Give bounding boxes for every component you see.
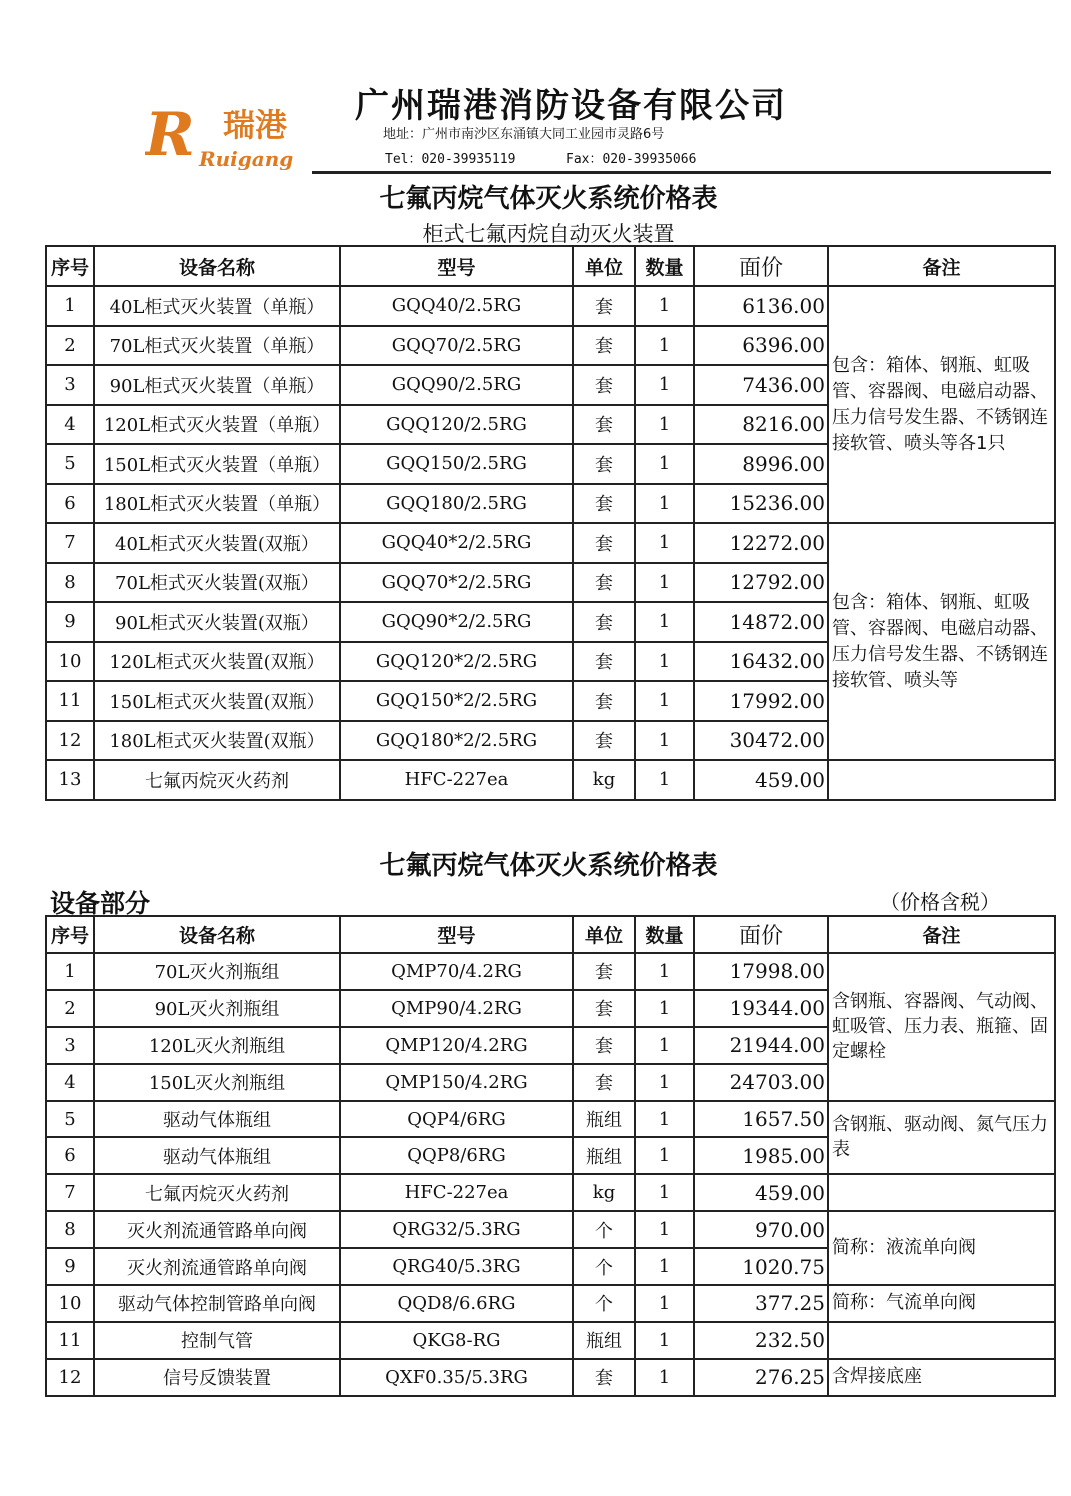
cell-name: 90L柜式灭火装置（单瓶） (94, 365, 340, 405)
table-row (46, 953, 1055, 990)
cell-qty: 1 (635, 721, 694, 761)
cell-no: 9 (46, 1248, 94, 1285)
cell-price: 8996.00 (694, 444, 828, 484)
cell-unit: 套 (573, 1027, 635, 1064)
cell-unit: 套 (573, 484, 635, 524)
cell-unit: 套 (573, 953, 635, 990)
col-header-price: 面价 (694, 916, 828, 953)
cell-name: 40L柜式灭火装置(双瓶） (94, 523, 340, 563)
cell-name: 70L柜式灭火装置(双瓶） (94, 563, 340, 603)
cell-name: 驱动气体控制管路单向阀 (94, 1285, 340, 1322)
logo-brand: Ruigang (199, 147, 294, 170)
cell-name: 150L柜式灭火装置(双瓶） (94, 681, 340, 721)
cell-model: GQQ40*2/2.5RG (340, 523, 573, 563)
cell-name: 40L柜式灭火装置（单瓶） (94, 286, 340, 326)
cell-model: GQQ180/2.5RG (340, 484, 573, 524)
cell-price: 14872.00 (694, 602, 828, 642)
cell-model: QRG32/5.3RG (340, 1211, 573, 1248)
cell-unit: 套 (573, 681, 635, 721)
cell-no: 4 (46, 1064, 94, 1101)
price-table-title-2: 七氟丙烷气体灭火系统价格表 (379, 851, 718, 881)
cell-qty: 1 (635, 760, 694, 800)
table-row (46, 1359, 1055, 1396)
cell-unit: 套 (573, 405, 635, 445)
cell-no: 11 (46, 681, 94, 721)
cell-name: 七氟丙烷灭火药剂 (94, 760, 340, 800)
table-header-row (46, 916, 1055, 953)
cell-model: GQQ90/2.5RG (340, 365, 573, 405)
cell-qty: 1 (635, 484, 694, 524)
cell-note: 包含：箱体、钢瓶、虹吸管、容器阀、电磁启动器、压力信号发生器、不锈钢连接软管、喷头等 (828, 523, 1055, 760)
cell-model: GQQ150/2.5RG (340, 444, 573, 484)
table-row (46, 1211, 1055, 1248)
cell-note: 含钢瓶、容器阀、气动阀、虹吸管、压力表、瓶箍、固定螺栓 (828, 953, 1055, 1101)
cell-price: 1020.75 (694, 1248, 828, 1285)
cell-unit: 套 (573, 523, 635, 563)
cell-model: QQP4/6RG (340, 1101, 573, 1138)
cell-no: 12 (46, 1359, 94, 1396)
cell-qty: 1 (635, 405, 694, 445)
col-header-no: 序号 (46, 246, 94, 286)
col-header-unit: 单位 (573, 246, 635, 286)
cell-price: 16432.00 (694, 642, 828, 682)
cell-price: 17998.00 (694, 953, 828, 990)
cell-note: 简称：气流单向阀 (828, 1285, 1055, 1322)
logo-r-mark: R (145, 100, 195, 170)
cell-unit: 瓶组 (573, 1322, 635, 1359)
cell-note: 含焊接底座 (828, 1359, 1055, 1396)
col-header-no: 序号 (46, 916, 94, 953)
cell-price: 6136.00 (694, 286, 828, 326)
tax-note: （价格含税） (880, 890, 1000, 914)
cell-name: 120L灭火剂瓶组 (94, 1027, 340, 1064)
cell-model: QMP120/4.2RG (340, 1027, 573, 1064)
cell-qty: 1 (635, 1322, 694, 1359)
company-tel: Tel：020-39935119 (385, 152, 516, 167)
cell-no: 6 (46, 484, 94, 524)
cell-price: 30472.00 (694, 721, 828, 761)
cell-no: 13 (46, 760, 94, 800)
cell-no: 5 (46, 1101, 94, 1138)
cell-name: 120L柜式灭火装置（单瓶） (94, 405, 340, 445)
cell-unit: 套 (573, 642, 635, 682)
cell-qty: 1 (635, 681, 694, 721)
cell-unit: 套 (573, 990, 635, 1027)
cell-model: QMP90/4.2RG (340, 990, 573, 1027)
cell-no: 4 (46, 405, 94, 445)
cell-price: 12272.00 (694, 523, 828, 563)
cell-model: QMP150/4.2RG (340, 1064, 573, 1101)
col-header-qty: 数量 (635, 246, 694, 286)
company-fax: Fax：020-39935066 (566, 152, 697, 167)
col-header-note: 备注 (828, 246, 1055, 286)
table-header-row (46, 246, 1055, 286)
col-header-model: 型号 (340, 916, 573, 953)
cell-note-empty (828, 1174, 1055, 1211)
cell-price: 12792.00 (694, 563, 828, 603)
table-row (46, 1285, 1055, 1322)
company-logo (145, 100, 315, 170)
cell-no: 10 (46, 642, 94, 682)
table-row (46, 286, 1055, 326)
cell-model: GQQ40/2.5RG (340, 286, 573, 326)
cell-note-empty (828, 760, 1055, 800)
cell-unit: 套 (573, 365, 635, 405)
cell-price: 276.25 (694, 1359, 828, 1396)
cell-no: 3 (46, 365, 94, 405)
cell-qty: 1 (635, 326, 694, 366)
cell-unit: 套 (573, 326, 635, 366)
table-row (46, 760, 1055, 800)
cell-qty: 1 (635, 286, 694, 326)
cell-note-empty (828, 1322, 1055, 1359)
cell-name: 180L柜式灭火装置(双瓶） (94, 721, 340, 761)
cell-name: 驱动气体瓶组 (94, 1137, 340, 1174)
cell-price: 6396.00 (694, 326, 828, 366)
cell-price: 19344.00 (694, 990, 828, 1027)
cell-qty: 1 (635, 1285, 694, 1322)
cell-qty: 1 (635, 1211, 694, 1248)
cell-model: HFC-227ea (340, 760, 573, 800)
cell-qty: 1 (635, 953, 694, 990)
cell-no: 3 (46, 1027, 94, 1064)
cell-name: 控制气管 (94, 1322, 340, 1359)
cell-no: 9 (46, 602, 94, 642)
cell-name: 150L灭火剂瓶组 (94, 1064, 340, 1101)
cell-unit: 套 (573, 444, 635, 484)
cell-model: QQP8/6RG (340, 1137, 573, 1174)
cell-name: 灭火剂流通管路单向阀 (94, 1211, 340, 1248)
cell-name: 70L灭火剂瓶组 (94, 953, 340, 990)
cell-model: GQQ180*2/2.5RG (340, 721, 573, 761)
cell-price: 15236.00 (694, 484, 828, 524)
cell-no: 5 (46, 444, 94, 484)
cell-price: 970.00 (694, 1211, 828, 1248)
cell-model: HFC-227ea (340, 1174, 573, 1211)
cell-unit: 个 (573, 1248, 635, 1285)
cell-model: GQQ70*2/2.5RG (340, 563, 573, 603)
cell-price: 7436.00 (694, 365, 828, 405)
cell-qty: 1 (635, 642, 694, 682)
cell-price: 17992.00 (694, 681, 828, 721)
cell-model: GQQ90*2/2.5RG (340, 602, 573, 642)
cell-qty: 1 (635, 990, 694, 1027)
cell-name: 180L柜式灭火装置（单瓶） (94, 484, 340, 524)
cell-name: 90L灭火剂瓶组 (94, 990, 340, 1027)
price-table-title-1: 七氟丙烷气体灭火系统价格表 (379, 184, 718, 214)
cell-unit: kg (573, 1174, 635, 1211)
cell-no: 10 (46, 1285, 94, 1322)
cell-unit: 个 (573, 1211, 635, 1248)
cell-qty: 1 (635, 1027, 694, 1064)
cell-no: 6 (46, 1137, 94, 1174)
cell-qty: 1 (635, 1101, 694, 1138)
cell-unit: kg (573, 760, 635, 800)
cell-price: 1985.00 (694, 1137, 828, 1174)
cell-model: QRG40/5.3RG (340, 1248, 573, 1285)
cell-qty: 1 (635, 1174, 694, 1211)
cell-unit: 个 (573, 1285, 635, 1322)
cell-model: GQQ120/2.5RG (340, 405, 573, 445)
company-name: 广州瑞港消防设备有限公司 (355, 86, 787, 126)
table-row (46, 1322, 1055, 1359)
cell-no: 11 (46, 1322, 94, 1359)
col-header-note: 备注 (828, 916, 1055, 953)
cell-no: 2 (46, 326, 94, 366)
cell-name: 70L柜式灭火装置（单瓶） (94, 326, 340, 366)
cell-name: 驱动气体瓶组 (94, 1101, 340, 1138)
cell-price: 459.00 (694, 1174, 828, 1211)
cell-name: 信号反馈装置 (94, 1359, 340, 1396)
cell-note: 含钢瓶、驱动阀、氮气压力表 (828, 1101, 1055, 1175)
cell-price: 21944.00 (694, 1027, 828, 1064)
cell-price: 459.00 (694, 760, 828, 800)
price-table-cabinet (45, 245, 1056, 801)
cell-no: 1 (46, 286, 94, 326)
header-divider (312, 171, 1051, 174)
cell-name: 灭火剂流通管路单向阀 (94, 1248, 340, 1285)
cell-model: QXF0.35/5.3RG (340, 1359, 573, 1396)
cell-model: QMP70/4.2RG (340, 953, 573, 990)
cell-unit: 瓶组 (573, 1137, 635, 1174)
table-row (46, 1174, 1055, 1211)
section-label-equipment: 设备部分 (50, 889, 151, 918)
cell-qty: 1 (635, 602, 694, 642)
cell-no: 2 (46, 990, 94, 1027)
cell-model: GQQ70/2.5RG (340, 326, 573, 366)
col-header-unit: 单位 (573, 916, 635, 953)
col-header-price: 面价 (694, 246, 828, 286)
cell-qty: 1 (635, 523, 694, 563)
table-row (46, 523, 1055, 563)
cell-qty: 1 (635, 365, 694, 405)
cell-name: 150L柜式灭火装置（单瓶） (94, 444, 340, 484)
cell-name: 120L柜式灭火装置(双瓶） (94, 642, 340, 682)
cell-name: 90L柜式灭火装置(双瓶） (94, 602, 340, 642)
cell-unit: 套 (573, 286, 635, 326)
cell-unit: 套 (573, 1064, 635, 1101)
cell-no: 7 (46, 523, 94, 563)
cell-price: 232.50 (694, 1322, 828, 1359)
cell-unit: 套 (573, 721, 635, 761)
cell-price: 24703.00 (694, 1064, 828, 1101)
cell-note: 简称：液流单向阀 (828, 1211, 1055, 1285)
cell-model: QQD8/6.6RG (340, 1285, 573, 1322)
cell-qty: 1 (635, 444, 694, 484)
cell-unit: 套 (573, 602, 635, 642)
cell-model: GQQ150*2/2.5RG (340, 681, 573, 721)
cell-qty: 1 (635, 1359, 694, 1396)
col-header-qty: 数量 (635, 916, 694, 953)
price-table-subtitle-1: 柜式七氟丙烷自动灭火装置 (422, 222, 675, 246)
cell-unit: 套 (573, 1359, 635, 1396)
cell-unit: 套 (573, 563, 635, 603)
cell-model: GQQ120*2/2.5RG (340, 642, 573, 682)
cell-model: QKG8-RG (340, 1322, 573, 1359)
cell-price: 8216.00 (694, 405, 828, 445)
col-header-name: 设备名称 (94, 916, 340, 953)
col-header-model: 型号 (340, 246, 573, 286)
cell-qty: 1 (635, 563, 694, 603)
cell-note: 包含：箱体、钢瓶、虹吸管、容器阀、电磁启动器、压力信号发生器、不锈钢连接软管、喷头等各1只 (828, 286, 1055, 523)
price-table-equipment (45, 915, 1056, 1397)
logo-chinese: 瑞港 (223, 106, 288, 144)
cell-qty: 1 (635, 1137, 694, 1174)
cell-no: 1 (46, 953, 94, 990)
cell-no: 8 (46, 563, 94, 603)
cell-qty: 1 (635, 1064, 694, 1101)
table-row (46, 1101, 1055, 1138)
cell-price: 377.25 (694, 1285, 828, 1322)
cell-name: 七氟丙烷灭火药剂 (94, 1174, 340, 1211)
cell-unit: 瓶组 (573, 1101, 635, 1138)
cell-no: 7 (46, 1174, 94, 1211)
cell-no: 12 (46, 721, 94, 761)
cell-no: 8 (46, 1211, 94, 1248)
cell-qty: 1 (635, 1248, 694, 1285)
col-header-name: 设备名称 (94, 246, 340, 286)
cell-price: 1657.50 (694, 1101, 828, 1138)
company-address: 地址：广州市南沙区东涌镇大同工业园市灵路6号 (383, 127, 665, 142)
